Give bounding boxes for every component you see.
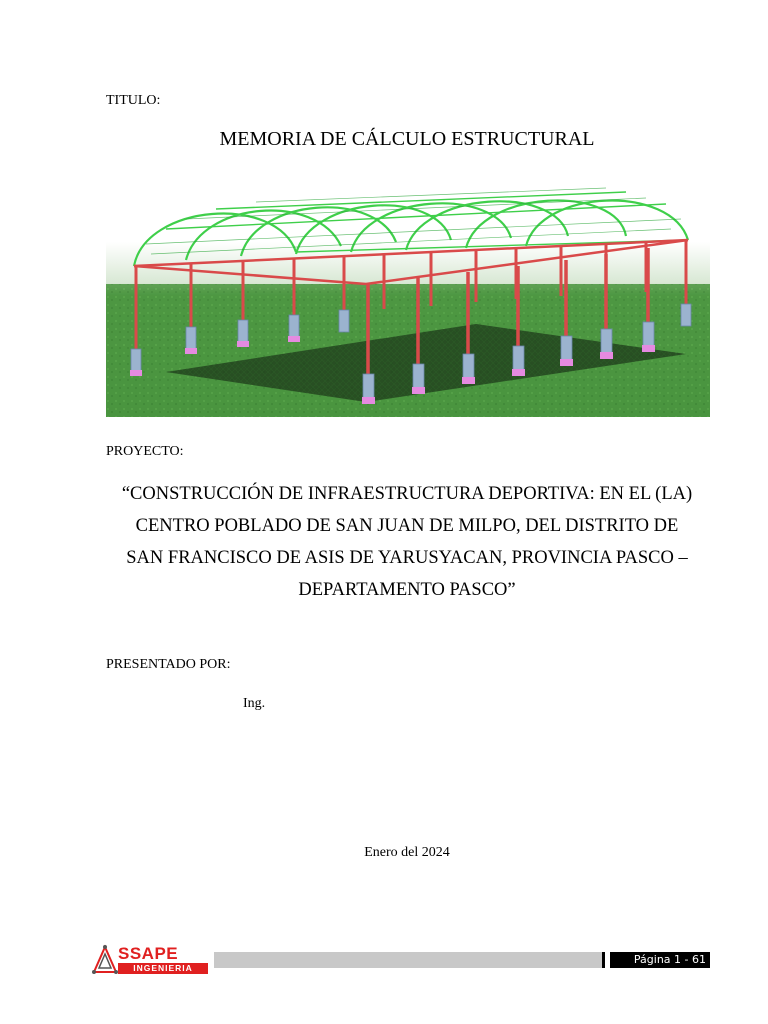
titulo-label: TITULO:: [106, 93, 161, 108]
project-title-line: SAN FRANCISCO DE ASIS DE YARUSYACAN, PROVINCIA PASCO –: [126, 548, 688, 568]
document-title: MEMORIA DE CÁLCULO ESTRUCTURAL: [219, 128, 595, 150]
structure-render-svg: [106, 174, 710, 417]
project-title-line: DEPARTAMENTO PASCO”: [298, 580, 516, 600]
page-number: Página 1 - 61: [610, 952, 710, 968]
footer-bar: [214, 952, 602, 968]
logo-mark-icon: [92, 944, 118, 976]
logo-subtext: INGENIERIA: [118, 963, 208, 974]
project-title: [100, 478, 714, 606]
company-logo: [92, 944, 210, 980]
proyecto-label: PROYECTO:: [106, 444, 184, 459]
presentado-label: PRESENTADO POR:: [106, 657, 231, 672]
project-title-line: “CONSTRUCCIÓN DE INFRAESTRUCTURA DEPORTIVA: EN EL (LA): [121, 484, 693, 504]
logo-text: SSAPE: [118, 944, 179, 963]
project-title-line: CENTRO POBLADO DE SAN JUAN DE MILPO, DEL DISTRITO DE: [135, 516, 679, 536]
structure-3d-render-image: [106, 174, 710, 417]
footer-divider: [602, 952, 605, 968]
document-date: Enero del 2024: [364, 845, 450, 860]
engineer-label: Ing.: [243, 696, 266, 711]
